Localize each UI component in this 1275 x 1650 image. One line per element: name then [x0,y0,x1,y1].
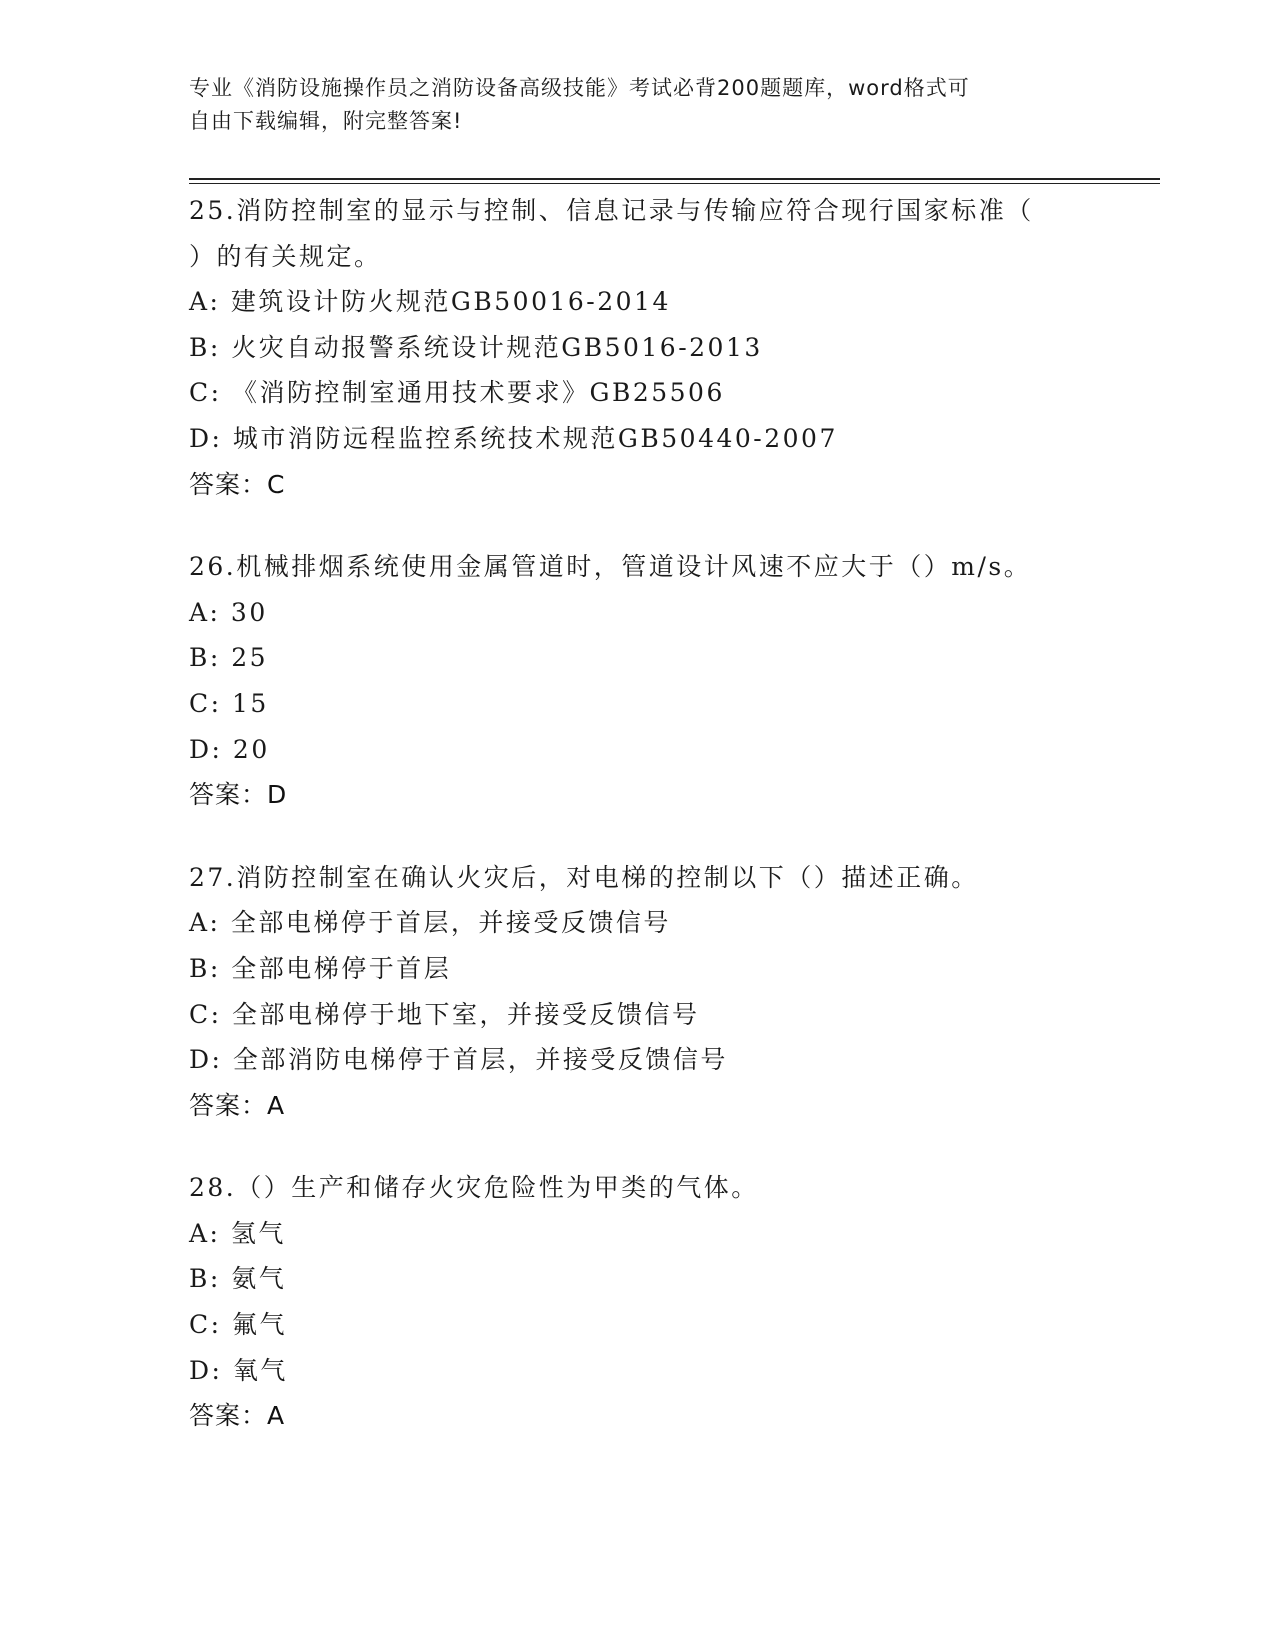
document-header [189,72,1089,138]
answer: 答案：C [189,469,286,499]
question-25 [189,188,1089,507]
option-a: A: 建筑设计防火规范GB50016-2014 [189,287,671,317]
header-line-1: 专业《消防设施操作员之消防设备高级技能》考试必背200题题库，word格式可 [189,76,970,100]
option-c: C: 氟气 [189,1310,287,1340]
answer: 答案：A [189,1090,286,1120]
option-a: A: 全部电梯停于首层，并接受反馈信号 [189,908,671,938]
question-stem: 26.机械排烟系统使用金属管道时，管道设计风速不应大于（）m/s。 [189,552,1032,582]
question-stem-continued: ）的有关规定。 [189,241,382,271]
question-26 [189,544,1089,818]
option-b: B: 火灾自动报警系统设计规范GB5016-2013 [189,332,763,362]
question-list [189,188,1089,1476]
option-d: D: 氧气 [189,1355,288,1385]
option-a: A: 30 [189,597,268,627]
question-27 [189,855,1089,1129]
question-stem: 25.消防控制室的显示与控制、信息记录与传输应符合现行国家标准（ [189,196,1034,225]
option-a: A: 氢气 [189,1218,286,1248]
option-b: B: 25 [189,643,269,673]
option-c: C: 全部电梯停于地下室，并接受反馈信号 [189,999,700,1029]
option-d: D: 20 [189,734,270,764]
option-c: C: 《消防控制室通用技术要求》GB25506 [189,378,725,408]
question-stem: 27.消防控制室在确认火灾后，对电梯的控制以下（）描述正确。 [189,862,979,892]
question-28 [189,1165,1089,1439]
option-d: D: 全部消防电梯停于首层，并接受反馈信号 [189,1045,728,1075]
header-divider-thick [189,178,1160,180]
header-divider-thin [189,183,1160,184]
option-c: C: 15 [189,688,269,718]
answer: 答案：A [189,1401,286,1431]
option-d: D: 城市消防远程监控系统技术规范GB50440-2007 [189,423,838,453]
answer: 答案：D [189,780,288,810]
option-b: B: 氨气 [189,1264,287,1294]
header-line-2: 自由下载编辑，附完整答案! [189,109,463,133]
option-b: B: 全部电梯停于首层 [189,953,452,983]
question-stem: 28.（）生产和储存火灾危险性为甲类的气体。 [189,1173,759,1203]
